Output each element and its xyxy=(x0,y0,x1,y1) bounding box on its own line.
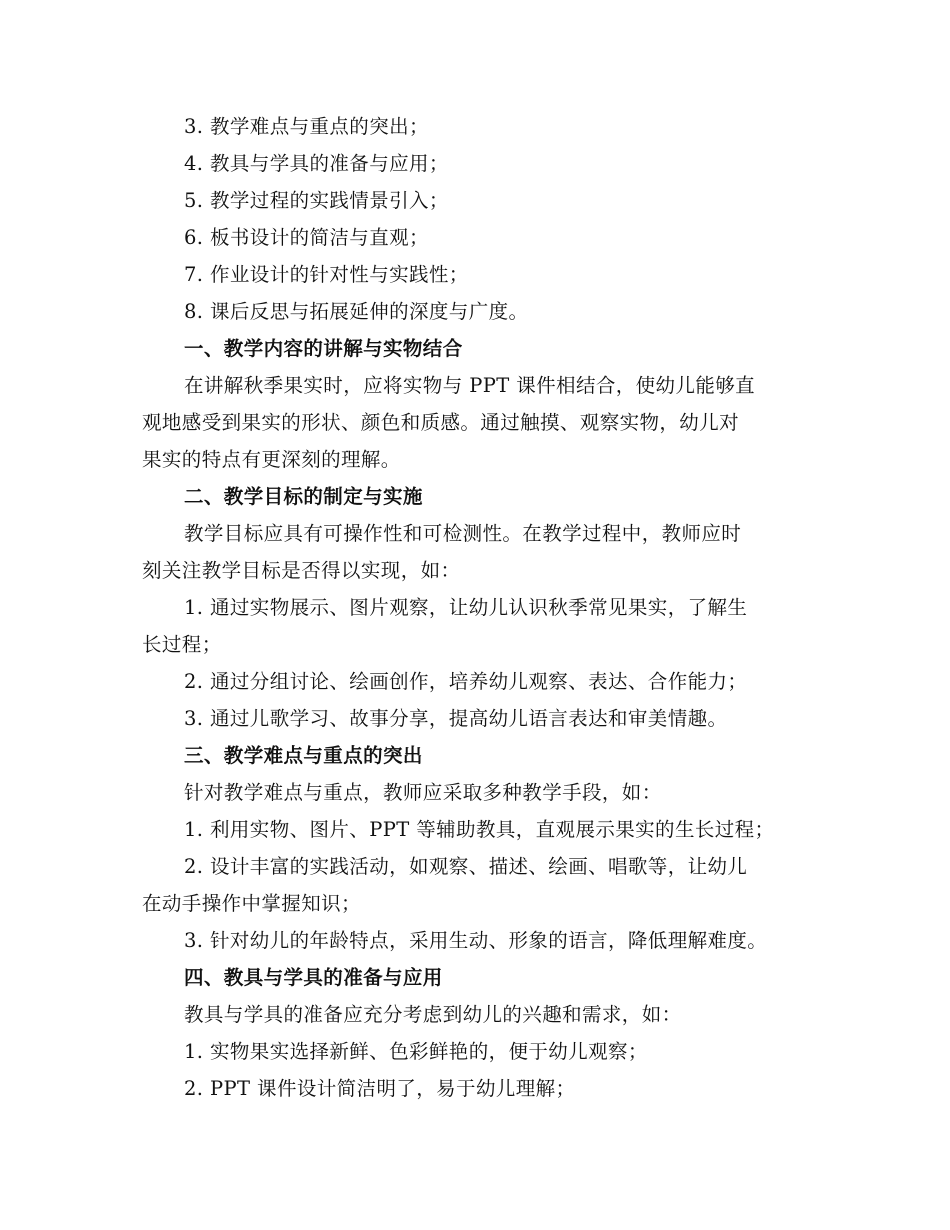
paragraph-line: 观地感受到果实的形状、颜色和质感。通过触摸、观察实物，幼儿对 xyxy=(142,411,740,434)
list-item: 4. 教具与学具的准备与应用； xyxy=(184,152,449,175)
list-item: 6. 板书设计的简洁与直观； xyxy=(184,226,429,249)
list-item: 1. 实物果实选择新鲜、色彩鲜艳的，便于幼儿观察； xyxy=(184,1040,648,1063)
list-item-continuation: 长过程； xyxy=(142,633,222,656)
document-body xyxy=(142,108,812,1107)
list-item: 2. 设计丰富的实践活动，如观察、描述、绘画、唱歌等，让幼儿 xyxy=(184,855,748,878)
list-item: 5. 教学过程的实践情景引入； xyxy=(184,189,449,212)
paragraph-line: 在讲解秋季果实时，应将实物与 PPT 课件相结合，使幼儿能够直 xyxy=(184,374,756,397)
list-item: 3. 教学难点与重点的突出； xyxy=(184,115,429,138)
paragraph-line: 针对教学难点与重点，教师应采取多种教学手段，如： xyxy=(184,781,662,804)
paragraph-line: 刻关注教学目标是否得以实现，如： xyxy=(142,559,461,582)
list-item: 2. 通过分组讨论、绘画创作，培养幼儿观察、表达、合作能力； xyxy=(184,670,748,693)
section-heading: 三、教学难点与重点的突出 xyxy=(184,744,423,767)
section-heading: 四、教具与学具的准备与应用 xyxy=(184,966,443,989)
list-item: 7. 作业设计的针对性与实践性； xyxy=(184,263,469,286)
section-heading: 一、教学内容的讲解与实物结合 xyxy=(184,337,463,360)
list-item: 1. 利用实物、图片、PPT 等辅助教具，直观展示果实的生长过程； xyxy=(184,818,775,841)
list-item: 1. 通过实物展示、图片观察，让幼儿认识秋季常见果实，了解生 xyxy=(184,596,748,619)
section-heading: 二、教学目标的制定与实施 xyxy=(184,485,423,508)
list-item: 8. 课后反思与拓展延伸的深度与广度。 xyxy=(184,300,529,323)
list-item: 3. 通过儿歌学习、故事分享，提高幼儿语言表达和审美情趣。 xyxy=(184,707,728,730)
paragraph-line: 教具与学具的准备应充分考虑到幼儿的兴趣和需求，如： xyxy=(184,1003,682,1026)
paragraph-line: 教学目标应具有可操作性和可检测性。在教学过程中，教师应时 xyxy=(184,522,742,545)
list-item: 2. PPT 课件设计简洁明了，易于幼儿理解； xyxy=(184,1077,576,1100)
list-item: 3. 针对幼儿的年龄特点，采用生动、形象的语言，降低理解难度。 xyxy=(184,929,768,952)
list-item-continuation: 在动手操作中掌握知识； xyxy=(142,892,361,915)
paragraph-line: 果实的特点有更深刻的理解。 xyxy=(142,448,401,471)
